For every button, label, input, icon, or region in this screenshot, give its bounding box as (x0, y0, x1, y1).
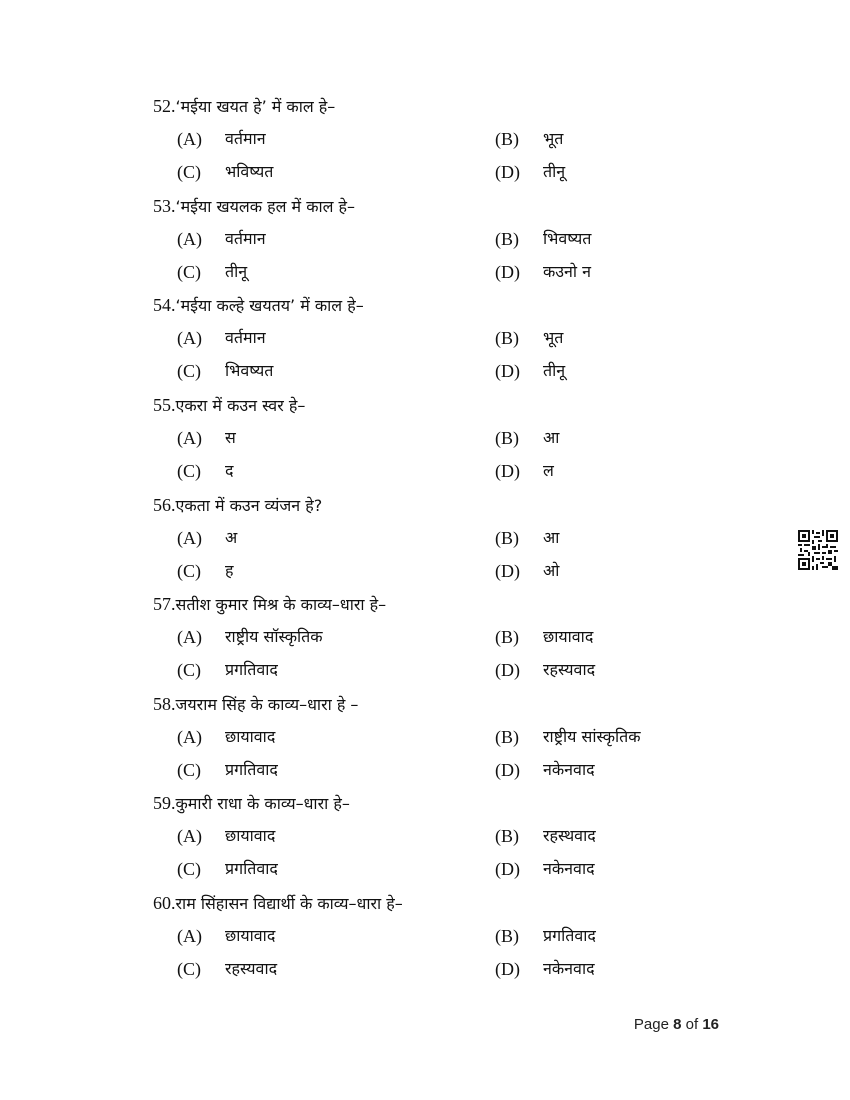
option-text: राष्ट्रीय सॉस्कृतिक (225, 627, 323, 646)
option-text: प्रगतिवाद (225, 859, 278, 878)
option-label: (A) (177, 826, 202, 846)
question-text: 54.‘मईया कल्हे खयतय’ में काल हे– (153, 295, 364, 315)
question-52 (153, 95, 753, 128)
option-label: (D) (495, 959, 520, 979)
question-55 (153, 394, 753, 427)
option-text: प्रगतिवाद (225, 660, 278, 679)
option-text: भविष्यत (225, 162, 274, 181)
option-label: (B) (495, 826, 519, 846)
option-text: आ (543, 528, 560, 547)
option-label: (B) (495, 627, 519, 647)
option-text: द (225, 461, 234, 480)
option-label: (D) (495, 361, 520, 381)
question-53 (153, 195, 753, 228)
option-text: तीनू (225, 262, 248, 281)
option-text: भिवष्यत (225, 361, 274, 380)
option-text: भूत (543, 129, 564, 148)
question-57 (153, 593, 753, 626)
question-text: 57.सतीश कुमार मिश्र के काव्य–धारा हे– (153, 594, 387, 614)
question-59 (153, 792, 753, 825)
option-text: प्रगतिवाद (543, 926, 596, 945)
option-text: ओ (543, 561, 560, 580)
option-text: छायावाद (225, 727, 276, 746)
option-label: (A) (177, 627, 202, 647)
question-60 (153, 892, 753, 925)
option-label: (A) (177, 428, 202, 448)
option-label: (C) (177, 660, 201, 680)
option-label: (D) (495, 461, 520, 481)
question-text: 52.‘मईया खयत हे’ में काल हे– (153, 96, 336, 116)
option-label: (C) (177, 859, 201, 879)
option-label: (A) (177, 328, 202, 348)
option-label: (B) (495, 926, 519, 946)
option-text: ह (225, 561, 234, 580)
option-text: तीनू (543, 361, 566, 380)
question-text: 58.जयराम सिंह के काव्य–धारा हे – (153, 694, 359, 714)
option-label: (A) (177, 129, 202, 149)
option-label: (A) (177, 528, 202, 548)
option-label: (B) (495, 229, 519, 249)
option-text: नकेनवाद (543, 859, 595, 878)
option-label: (C) (177, 561, 201, 581)
option-label: (A) (177, 727, 202, 747)
option-label: (A) (177, 229, 202, 249)
question-text: 59.कुमारी राधा के काव्य–धारा हे– (153, 793, 350, 813)
option-text: तीनू (543, 162, 566, 181)
option-text: नकेनवाद (543, 760, 595, 779)
option-label: (C) (177, 959, 201, 979)
option-text: छायावाद (225, 926, 276, 945)
question-56 (153, 494, 753, 527)
question-58 (153, 693, 753, 726)
option-text: छायावाद (543, 627, 594, 646)
option-label: (B) (495, 528, 519, 548)
question-text: 53.‘मईया खयलक हल में काल हे– (153, 196, 356, 216)
option-text: राष्ट्रीय सांस्कृतिक (543, 727, 641, 746)
option-label: (C) (177, 461, 201, 481)
option-text: ल (543, 461, 554, 480)
option-text: वर्तमान (225, 129, 266, 148)
option-text: भिवष्यत (543, 229, 592, 248)
option-text: रहस्थवाद (543, 826, 596, 845)
option-label: (D) (495, 561, 520, 581)
option-label: (B) (495, 727, 519, 747)
option-text: वर्तमान (225, 229, 266, 248)
option-text: स (225, 428, 236, 447)
option-label: (D) (495, 859, 520, 879)
question-text: 56.एकता में कउन व्यंजन हे? (153, 495, 323, 515)
option-text: प्रगतिवाद (225, 760, 278, 779)
option-label: (C) (177, 262, 201, 282)
option-text: कउनो न (543, 262, 592, 281)
option-text: रहस्यवाद (225, 959, 278, 978)
option-label: (D) (495, 262, 520, 282)
option-text: छायावाद (225, 826, 276, 845)
option-label: (A) (177, 926, 202, 946)
option-label: (D) (495, 162, 520, 182)
option-text: नकेनवाद (543, 959, 595, 978)
option-text: अ (225, 528, 238, 547)
option-text: वर्तमान (225, 328, 266, 347)
option-label: (D) (495, 760, 520, 780)
option-label: (C) (177, 760, 201, 780)
option-text: भूत (543, 328, 564, 347)
option-text: रहस्यवाद (543, 660, 596, 679)
option-label: (C) (177, 162, 201, 182)
option-text: आ (543, 428, 560, 447)
question-text: 60.राम सिंहासन विद्यार्थी के काव्य–धारा हे– (153, 893, 403, 913)
option-label: (D) (495, 660, 520, 680)
option-label: (B) (495, 328, 519, 348)
option-label: (C) (177, 361, 201, 381)
option-label: (B) (495, 129, 519, 149)
question-text: 55.एकरा में कउन स्वर हे– (153, 395, 306, 415)
option-label: (B) (495, 428, 519, 448)
qr-code-icon[interactable] (798, 530, 838, 570)
page-number: Page 8 of 16 (633, 1016, 719, 1033)
question-54 (153, 294, 753, 327)
